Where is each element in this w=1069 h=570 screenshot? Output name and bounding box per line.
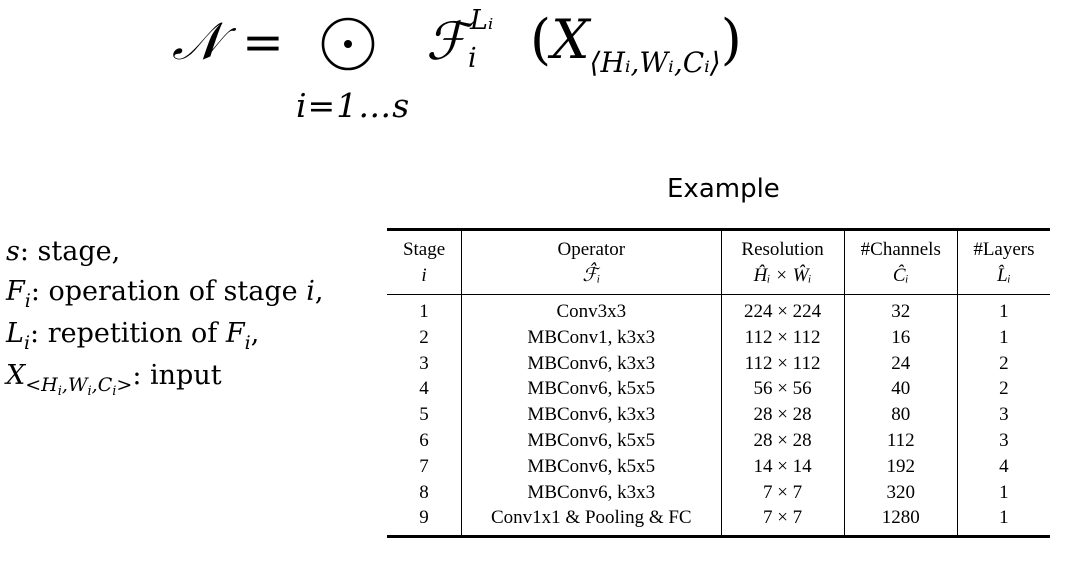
cell-stage: 5: [387, 402, 462, 428]
cell-operator: Conv3x3: [462, 295, 721, 325]
legend-line-repetition: [6, 314, 323, 356]
legend-input-sub-w: ,W: [61, 374, 88, 396]
subheader-resolution: Ĥᵢ × Ŵᵢ: [721, 263, 844, 295]
table-row: [387, 454, 1050, 480]
legend-line-stage: [6, 232, 323, 272]
table-row: [387, 351, 1050, 377]
table-row: [387, 505, 1050, 536]
cell-layers: 4: [999, 455, 1009, 477]
legend-stage-symbol: s: [6, 236, 20, 267]
cell-layers: 1: [999, 326, 1009, 348]
cell-operator: MBConv6, k5x5: [462, 376, 721, 402]
cell-operator: Conv1x1 & Pooling & FC: [462, 505, 721, 536]
formula-open-paren: (: [530, 8, 552, 71]
cell-layers: 3: [999, 404, 1009, 426]
formula-f-subscript: i: [468, 43, 477, 74]
cell-channels: 320: [844, 480, 957, 506]
cell-channels: 1280: [844, 505, 957, 536]
formula-network-symbol: 𝒩: [172, 12, 222, 72]
legend-repetition-f-subscript: i: [244, 332, 251, 354]
legend-repetition-symbol: L: [6, 318, 24, 349]
cell-operator: MBConv6, k3x3: [462, 480, 721, 506]
legend-operation-index: i: [306, 276, 315, 307]
circled-dot-operator-icon: [320, 16, 376, 72]
cell-resolution: 56 × 56: [721, 376, 844, 402]
cell-operator: MBConv6, k5x5: [462, 454, 721, 480]
table-row: [387, 480, 1050, 506]
cell-stage: 7: [387, 454, 462, 480]
cell-resolution: 224 × 224: [721, 295, 844, 325]
formula-f-symbol: ℱ: [426, 12, 467, 72]
cell-channels: 24: [844, 351, 957, 377]
cell-stage: 8: [387, 480, 462, 506]
cell-layers: 1: [999, 301, 1009, 322]
cell-resolution: 112 × 112: [721, 351, 844, 377]
formula-equals: =: [242, 13, 284, 71]
cell-channels: 40: [844, 376, 957, 402]
legend-input-sub-h: <H: [25, 374, 58, 396]
header-layers: #Layers: [957, 230, 1050, 264]
legend-input-text: : input: [132, 360, 222, 391]
cell-layers: 2: [999, 352, 1009, 374]
cell-layers: 1: [999, 481, 1009, 503]
network-formula: [160, 0, 860, 140]
table-row: [387, 428, 1050, 454]
legend-input-sub-close: >: [116, 374, 133, 396]
cell-channels: 192: [844, 454, 957, 480]
formula-operator-range: i=1…s: [296, 86, 411, 125]
cell-resolution: 28 × 28: [721, 428, 844, 454]
cell-operator: MBConv6, k3x3: [462, 351, 721, 377]
legend-operation-comma: ,: [314, 276, 324, 307]
cell-channels: 112: [844, 428, 957, 454]
table-row: [387, 376, 1050, 402]
legend-line-operation: [6, 272, 323, 314]
legend-input-sub-h-index: i: [57, 384, 62, 399]
table-header-row: [387, 230, 1050, 264]
cell-resolution: 7 × 7: [721, 480, 844, 506]
legend-input-sub-c: ,C: [91, 374, 113, 396]
legend-operation-subscript: i: [24, 290, 31, 312]
table-row: [387, 402, 1050, 428]
legend-line-input: [6, 356, 323, 401]
formula-f-superscript: Lᵢ: [470, 5, 494, 36]
table-row: [387, 325, 1050, 351]
legend-input-sub-c-index: i: [112, 384, 117, 399]
cell-resolution: 14 × 14: [721, 454, 844, 480]
formula-arguments: [530, 10, 742, 79]
legend-stage-text: : stage,: [19, 236, 121, 267]
cell-operator: MBConv6, k3x3: [462, 402, 721, 428]
legend-operation-text: : operation of stage: [30, 276, 307, 307]
example-caption: Example: [667, 174, 780, 204]
cell-resolution: 112 × 112: [721, 325, 844, 351]
cell-channels: 80: [844, 402, 957, 428]
subheader-channels: Ĉᵢ: [844, 263, 957, 295]
header-resolution: Resolution: [721, 230, 844, 264]
legend-repetition-f: F: [225, 318, 245, 349]
cell-layers: 1: [957, 505, 1050, 536]
header-channels: #Channels: [844, 230, 957, 264]
formula-input-symbol: X: [551, 8, 590, 71]
cell-operator: MBConv1, k3x3: [462, 325, 721, 351]
cell-layers: 3: [999, 429, 1009, 451]
formula-input-subscript: ⟨Hᵢ,Wᵢ,Cᵢ⟩: [589, 46, 721, 79]
cell-stage: 1: [387, 295, 462, 325]
cell-stage: 9: [387, 505, 462, 536]
subheader-layers: L̂ᵢ: [957, 263, 1050, 295]
legend-input-subscript: [25, 374, 133, 399]
cell-resolution: 7 × 7: [721, 505, 844, 536]
legend-repetition-subscript: i: [23, 332, 31, 354]
header-stage: Stage: [387, 230, 462, 264]
legend-repetition-text: : repetition of: [30, 318, 226, 349]
cell-stage: 3: [387, 351, 462, 377]
formula-close-paren: ): [720, 8, 742, 71]
cell-resolution: 28 × 28: [721, 402, 844, 428]
legend-operation-symbol: F: [6, 276, 25, 307]
cell-channels: 16: [844, 325, 957, 351]
cell-stage: 6: [387, 428, 462, 454]
efficientnet-architecture-table: [387, 228, 1050, 538]
cell-stage: 2: [387, 325, 462, 351]
legend-input-sub-w-index: i: [87, 384, 92, 399]
legend-input-symbol: X: [6, 360, 26, 391]
table-subheader-row: [387, 263, 1050, 295]
subheader-stage: i: [387, 263, 462, 295]
cell-layers: 2: [999, 378, 1009, 400]
cell-stage: 4: [387, 376, 462, 402]
subheader-operator: ℱ̂ᵢ: [462, 263, 721, 295]
cell-operator: MBConv6, k5x5: [462, 428, 721, 454]
header-operator: Operator: [462, 230, 721, 264]
symbol-legend: [6, 232, 323, 401]
cell-channels: 32: [844, 295, 957, 325]
legend-repetition-comma: ,: [250, 318, 260, 349]
table-row: [387, 295, 1050, 325]
